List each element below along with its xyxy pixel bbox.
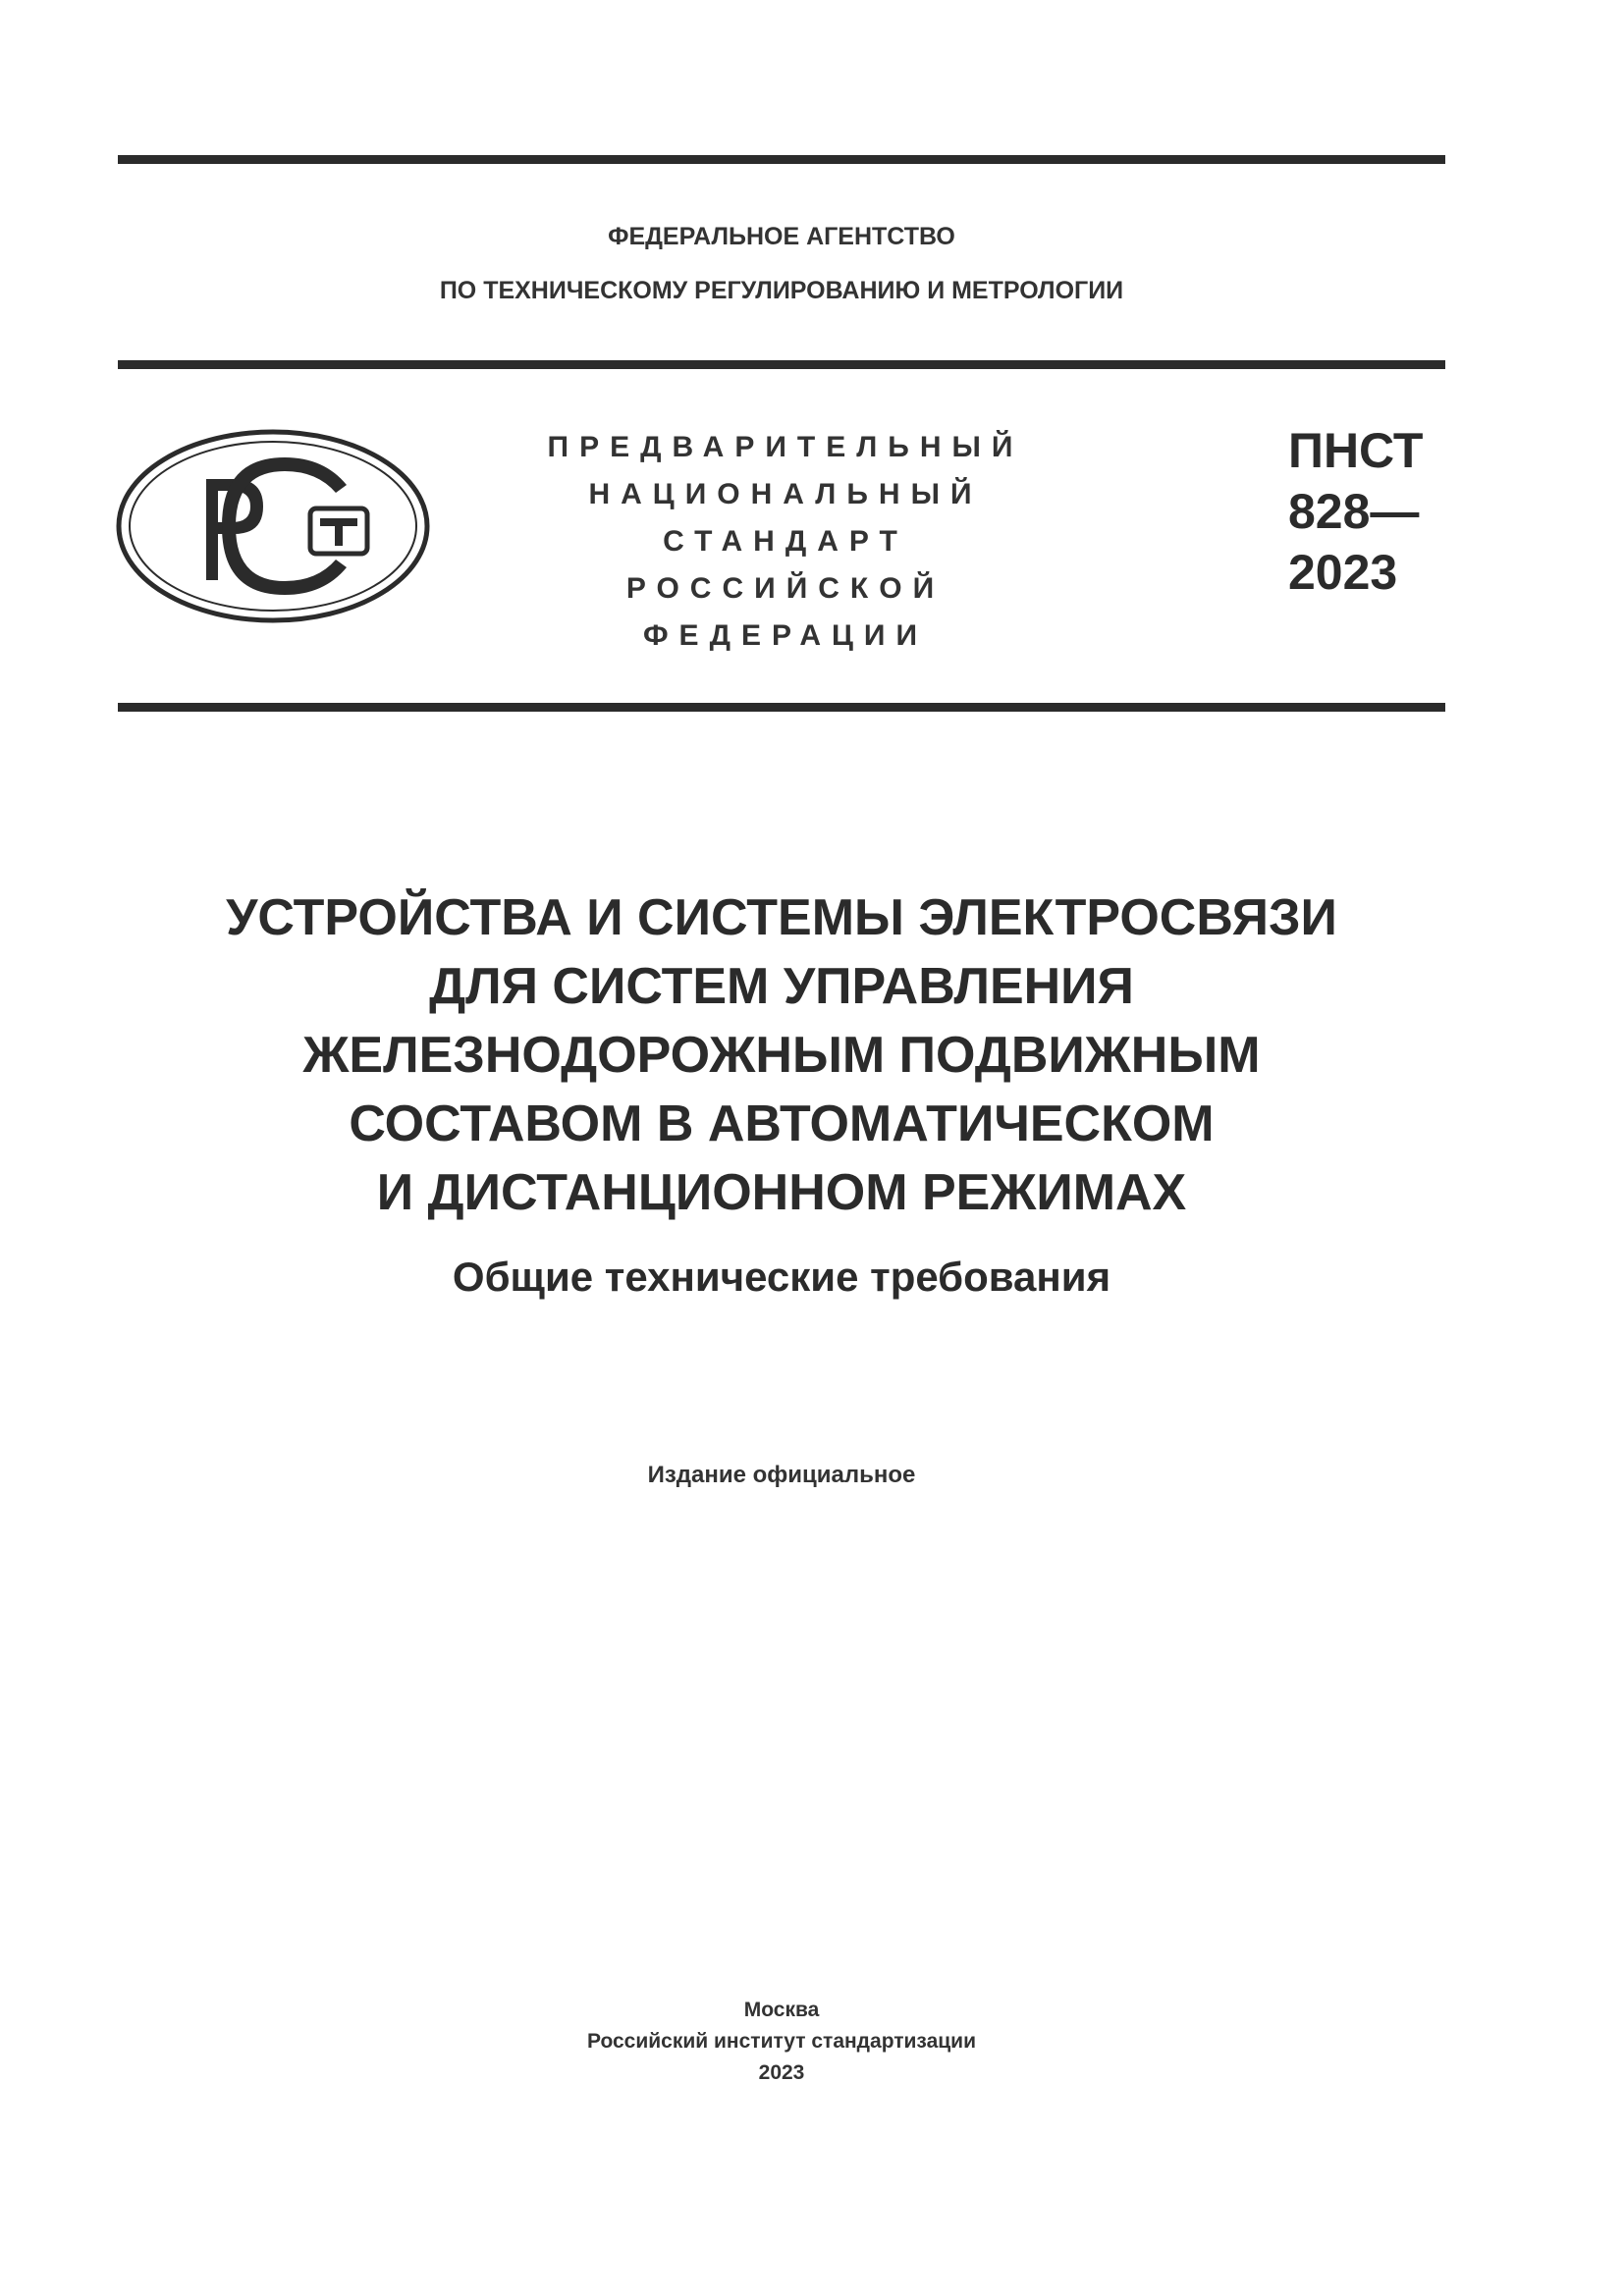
standard-type-line: НАЦИОНАЛЬНЫЙ: [588, 478, 983, 510]
title-line: ДЛЯ СИСТЕМ УПРАВЛЕНИЯ: [429, 958, 1134, 1015]
standard-type-line: ФЕДЕРАЦИИ: [642, 619, 929, 652]
imprint-city: Москва: [743, 1999, 820, 2021]
imprint-year: 2023: [758, 2061, 805, 2084]
standard-type-line: РОССИЙСКОЙ: [625, 572, 946, 605]
designation-prefix: ПНСТ: [1288, 423, 1424, 478]
title-line: УСТРОЙСТВА И СИСТЕМЫ ЭЛЕКТРОСВЯЗИ: [226, 889, 1337, 946]
gost-r-emblem-icon: [116, 428, 430, 624]
document-subtitle: Общие технические требования: [452, 1254, 1111, 1300]
standard-designation: [1288, 420, 1423, 603]
title-line: ЖЕЛЕЗНОДОРОЖНЫМ ПОДВИЖНЫМ: [302, 1027, 1261, 1084]
title-line: СОСТАВОМ В АВТОМАТИЧЕСКОМ: [349, 1095, 1215, 1152]
standard-type-line: СТАНДАРТ: [663, 525, 908, 558]
designation-number: 828—: [1288, 484, 1420, 539]
imprint: [118, 1995, 1445, 2089]
middle-rule: [118, 360, 1445, 369]
title-line: И ДИСТАНЦИОННОМ РЕЖИМАХ: [376, 1164, 1187, 1221]
top-rule: [118, 155, 1445, 164]
imprint-publisher: Российский институт стандартизации: [586, 2030, 977, 2053]
bottom-rule: [118, 703, 1445, 712]
edition-label: Издание официальное: [647, 1462, 916, 1488]
designation-year: 2023: [1288, 545, 1398, 600]
standard-type-line: ПРЕДВАРИТЕЛЬНЫЙ: [547, 431, 1024, 463]
document-title: [118, 883, 1445, 1227]
agency-line-1: ФЕДЕРАЛЬНОЕ АГЕНТСТВО: [608, 223, 955, 250]
agency-line-2: ПО ТЕХНИЧЕСКОМУ РЕГУЛИРОВАНИЮ И МЕТРОЛОГИИ: [439, 277, 1124, 304]
standard-type-block: [491, 424, 1080, 660]
